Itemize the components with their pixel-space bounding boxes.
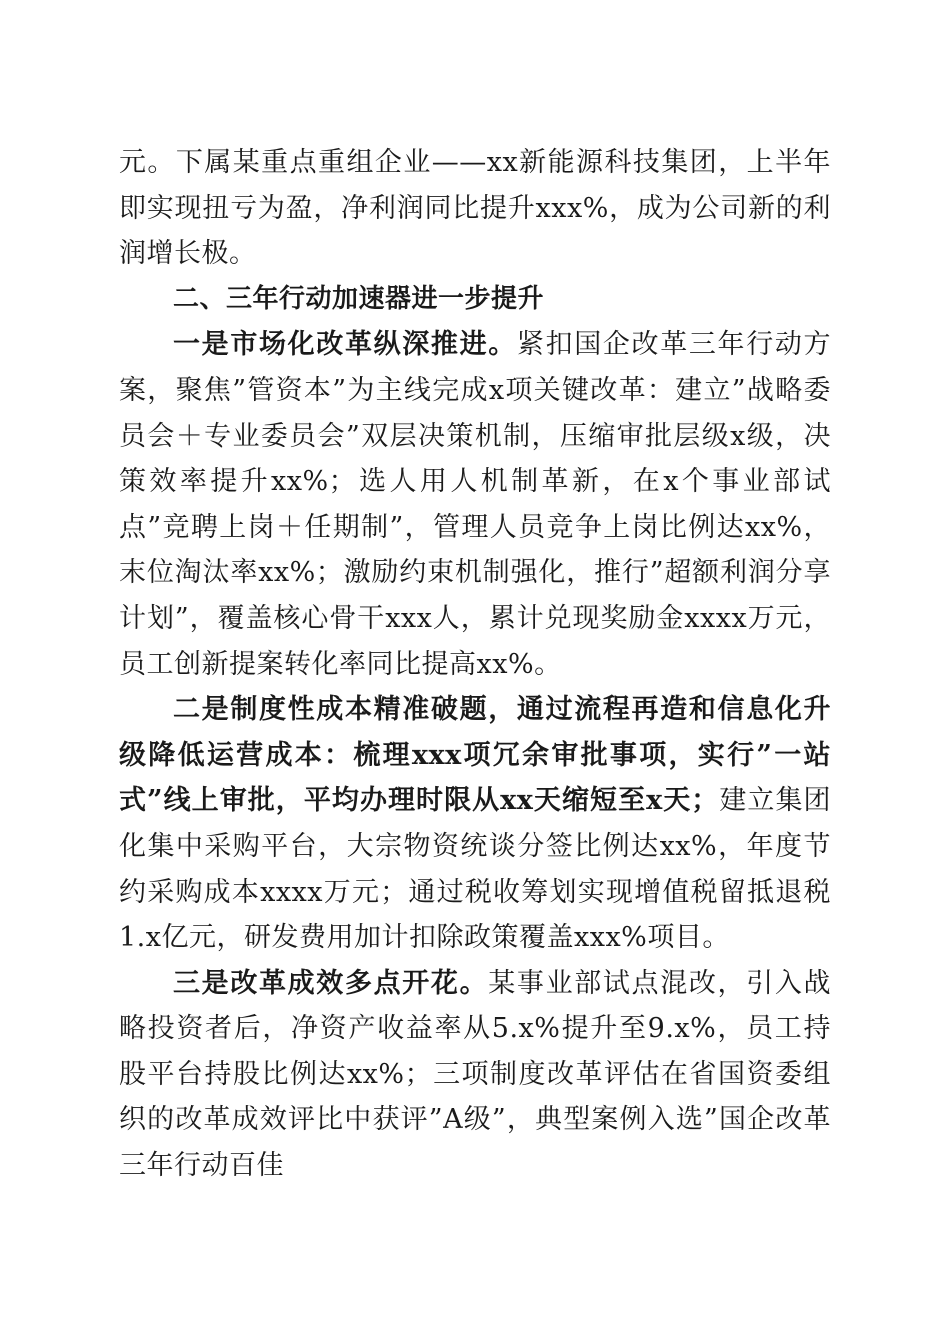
paragraph-lead: 二是制度性成本精准破题， [173,694,517,726]
paragraph-body: 某事业部试点混改，引入战略投资者后，净资产收益率从5.x%提升至9.x%，员工持股平台持股比例达xx%；三项制度改革评估在省国资委组织的改革成效评比中获评”A级”，典型案例入选”国企改革三年行动百佳 [119,967,831,1182]
section-heading: 二、三年行动加速器进一步提升 [173,283,545,314]
document-body [119,140,831,1189]
paragraph-body: 建立集团化集中采购平台，大宗物资统谈分签比例达xx%，年度节约采购成本xxxx万元；通过税收筹划实现增值税留抵退税1.x亿元，研发费用加计扣除政策覆盖xxx%项目。 [119,785,831,954]
paragraph-lead: 三是改革成效多点开花。 [173,967,489,999]
paragraph-cost-reduction [119,687,831,961]
paragraph-continued: 元。下属某重点重组企业——xx新能源科技集团，上半年即实现扭亏为盈，净利润同比提升xxx%，成为公司新的利润增长极。 [119,147,831,270]
paragraph-body: 紧扣国企改革三年行动方案，聚焦”管资本”为主线完成x项关键改革：建立”战略委员会＋专业委员会”双层决策机制，压缩审批层级x级，决策效率提升xx%；选人用人机制革新，在x个事业部试点”竞聘上岗＋任期制”，管理人员竞争上岗比例达xx%，末位淘汰率xx%；激励约束机制强化，推行”超额利润分享计划”，覆盖核心骨干xxx人，累计兑现奖励金xxxx万元，员工创新提案转化率同比提高xx%。 [119,329,832,680]
paragraph-lead: 一是市场化改革纵深推进。 [173,329,517,361]
paragraph-body-emphasis: 通过流程再造和信息化升级降低运营成本：梳理xxx项冗余审批事项，实行”一站式”线上审批，平均办理时限从xx天缩短至x天； [119,694,832,817]
paragraph-market-reform [119,322,831,687]
paragraph-reform-results [119,961,831,1189]
